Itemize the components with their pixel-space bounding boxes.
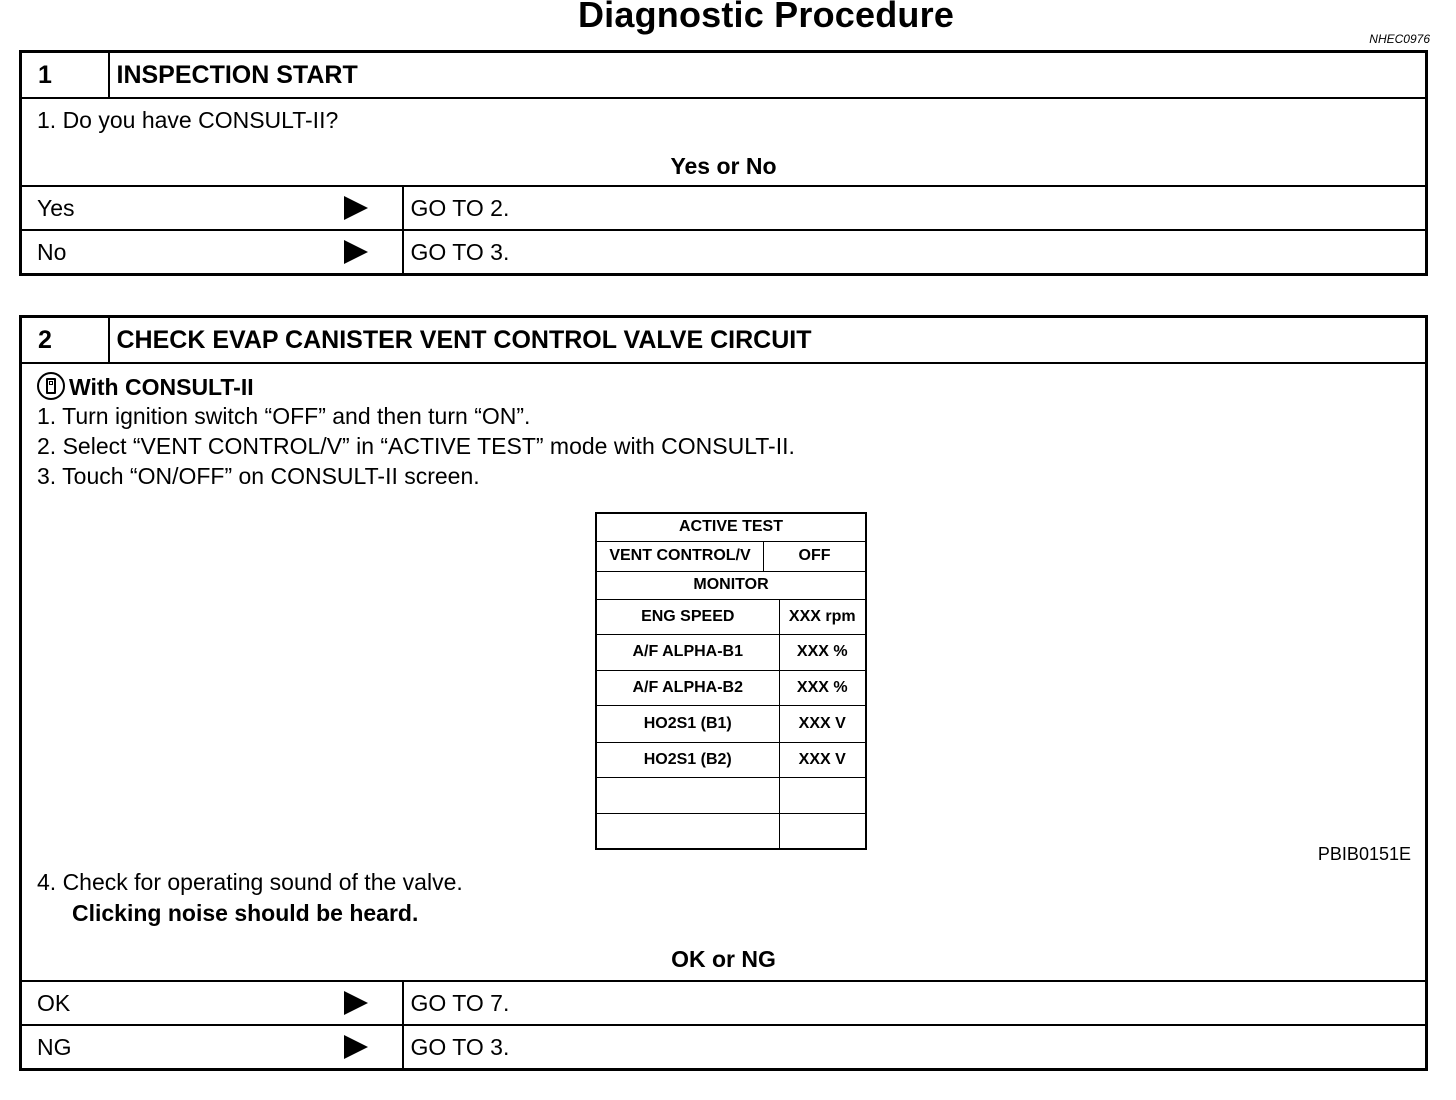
- instruction-line: 1. Do you have CONSULT-II?: [37, 107, 339, 133]
- figure-code: PBIB0151E: [1317, 844, 1411, 864]
- step-title: CHECK EVAP CANISTER VENT CONTROL VALVE CIRCUIT: [109, 317, 1427, 364]
- result-condition: No: [37, 238, 67, 265]
- page-title: Diagnostic Procedure: [577, 0, 955, 35]
- result-row: [21, 186, 1427, 230]
- result-action: GO TO 3.: [403, 1025, 1427, 1070]
- step-1-table: [19, 50, 1428, 276]
- with-consult-heading: With CONSULT-II: [37, 372, 254, 401]
- step-title: INSPECTION START: [109, 52, 1427, 99]
- monitor-value: XXX V: [779, 705, 866, 742]
- result-condition: Yes: [37, 194, 75, 221]
- monitor-label: ENG SPEED: [596, 599, 779, 634]
- instruction-note: Clicking noise should be heard.: [72, 900, 419, 926]
- step-2-header: [21, 317, 1427, 364]
- monitor-value: XXX %: [779, 634, 866, 670]
- monitor-label: A/F ALPHA-B2: [596, 670, 779, 705]
- monitor-empty-cell: [596, 813, 779, 849]
- consult-screen-figure: [595, 512, 867, 850]
- monitor-value: XXX rpm: [779, 599, 866, 634]
- document-code: NHEC0976: [1369, 32, 1430, 46]
- result-condition: NG: [37, 1033, 72, 1060]
- question-label: Yes or No: [670, 153, 777, 179]
- step-1-body: [21, 98, 1427, 186]
- monitor-value: XXX V: [779, 742, 866, 777]
- arrow-right-icon: [344, 991, 368, 1015]
- instruction-line: 4. Check for operating sound of the valve.: [37, 869, 463, 895]
- screen-header: ACTIVE TEST: [596, 513, 866, 541]
- step-2-table: [19, 315, 1428, 1071]
- result-action: GO TO 3.: [403, 230, 1427, 275]
- monitor-empty-cell: [596, 777, 779, 813]
- step-number: 1: [21, 52, 109, 99]
- monitor-label: HO2S1 (B2): [596, 742, 779, 777]
- result-action: GO TO 7.: [403, 981, 1427, 1025]
- result-action: GO TO 2.: [403, 186, 1427, 230]
- result-row: [21, 230, 1427, 275]
- result-condition: OK: [37, 989, 71, 1016]
- result-row: [21, 1025, 1427, 1070]
- instruction-line: 2. Select “VENT CONTROL/V” in “ACTIVE TEST” mode with CONSULT-II.: [37, 433, 795, 459]
- consult-tool-icon: [37, 372, 65, 400]
- arrow-right-icon: [344, 1035, 368, 1059]
- question-label: OK or NG: [671, 946, 776, 972]
- monitor-label: HO2S1 (B1): [596, 705, 779, 742]
- arrow-right-icon: [344, 240, 368, 264]
- screen-test-value: OFF: [798, 547, 831, 564]
- step-1-header: [21, 52, 1427, 99]
- screen-test-item: VENT CONTROL/V: [597, 542, 764, 571]
- monitor-empty-cell: [779, 777, 866, 813]
- monitor-label: A/F ALPHA-B1: [596, 634, 779, 670]
- instruction-line: 1. Turn ignition switch “OFF” and then turn “ON”.: [37, 403, 531, 429]
- result-row: [21, 981, 1427, 1025]
- step-number: 2: [21, 317, 109, 364]
- monitor-value: XXX %: [779, 670, 866, 705]
- monitor-empty-cell: [779, 813, 866, 849]
- step-2-body: [21, 363, 1427, 981]
- arrow-right-icon: [344, 196, 368, 220]
- instruction-line: 3. Touch “ON/OFF” on CONSULT-II screen.: [37, 463, 480, 489]
- screen-monitor-label: MONITOR: [596, 571, 866, 599]
